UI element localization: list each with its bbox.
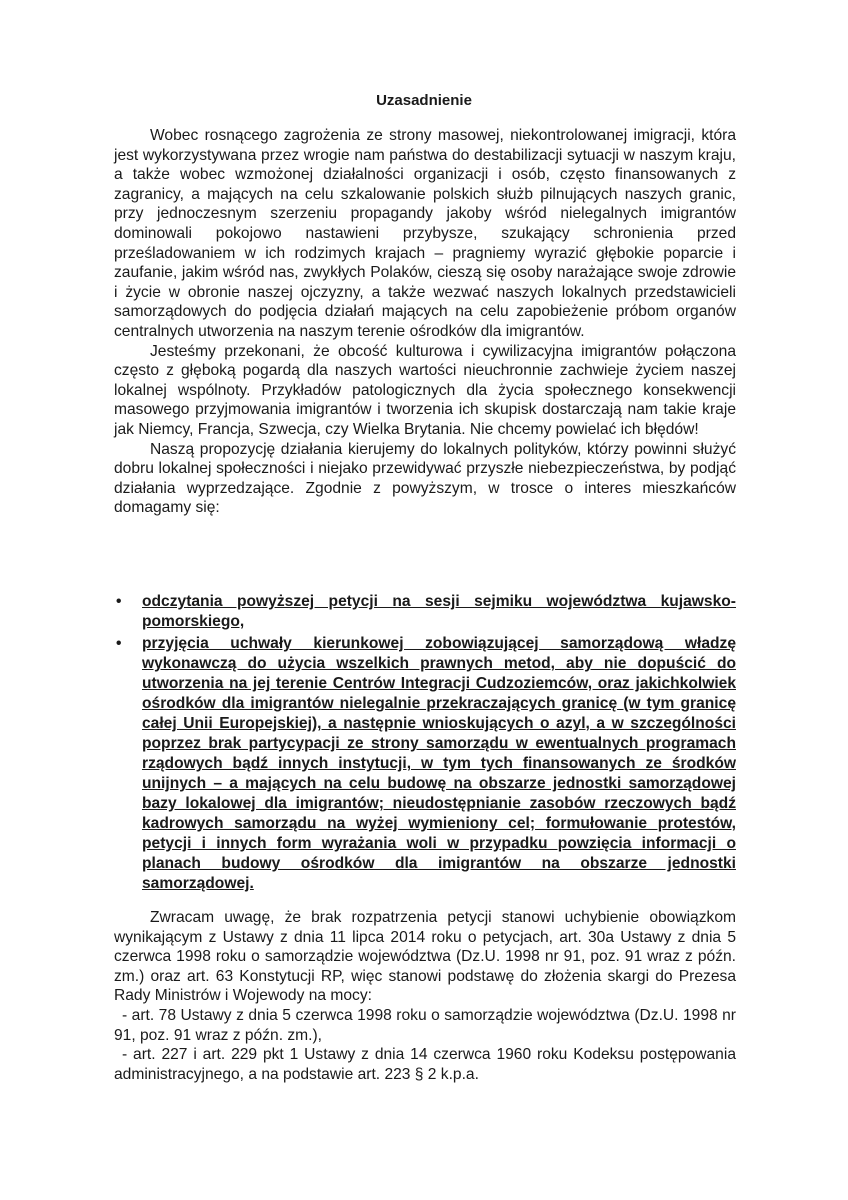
demands-list (114, 592, 736, 894)
demand-text: odczytania powyższej petycji na sesji sejmiku województwa kujawsko-pomorskiego, (142, 593, 736, 630)
bullet-icon: • (116, 635, 122, 652)
demand-text: przyjęcia uchwały kierunkowej zobowiązującej samorządową władzę wykonawczą do użycia wszelkich prawnych metod, aby nie dopuścić do utworzenia na jej terenie Centrów Integracji Cudzoziemców, oraz jakichkolwiek ośrodków dla imigrantów nielegalnie przekraczających granicę (w tym granicę całej Unii Europejskiej), a następnie wnioskujących o azyl, a w szczególności poprzez brak partycypacji ze strony samorządu w ewentualnych programach rządowych bądź innych instytucji, w tym tych finansowanych ze środków unijnych – a mających na celu budowę na obszarze jednostki samorządowej bazy lokalowej dla imigrantów; nieudostępnianie zasobów rzeczowych bądź kadrowych samorządu na wyżej wymieniony cel; formułowanie protestów, petycji i innych form wyrażania woli w przypadku powzięcia informacji o planach budowy ośrodków dla imigrantów na obszarze jednostki samorządowej. (142, 635, 736, 892)
bullet-icon: • (116, 593, 122, 610)
page-title: Uzasadnienie (376, 92, 472, 109)
justification-body (114, 126, 736, 518)
paragraph: Naszą propozycję działania kierujemy do lokalnych polityków, którzy powinni służyć dobru lokalnej społeczności i niejako przewidywać przyszłe niebezpieczeństwa, by podjąć działania wyprzedzające. Zgodnie z powyższym, w trosce o interes mieszkańców domagamy się: (114, 440, 736, 517)
demand-item (114, 592, 736, 632)
legal-notice (114, 908, 736, 1084)
paragraph: Wobec rosnącego zagrożenia ze strony masowej, niekontrolowanej imigracji, która jest wykorzystywana przez wrogie nam państwa do destabilizacji sytuacji w naszym kraju, a także wobec wzmożonej działalności organizacji i osób, często finansowanych z zagranicy, a mających na celu szkalowanie polskich służb pilnujących naszych granic, przy jednoczesnym szerzeniu propagandy jakoby wśród nielegalnych imigrantów dominowali pokojowo nastawieni przybysze, szukający schronienia przed prześladowaniem w ich rodzimych krajach – pragniemy wyrazić głębokie poparcie i zaufanie, jakim wśród nas, zwykłych Polaków, cieszą się osoby narażające swoje zdrowie i życie w obronie naszej ojczyzny, a także wezwać naszych lokalnych przedstawicieli samorządowych do podjęcia działań mających na celu zapobieżenie próbom organów centralnych utworzenia na naszym terenie ośrodków dla imigrantów. (114, 127, 736, 340)
notice-intro: Zwracam uwagę, że brak rozpatrzenia petycji stanowi uchybienie obowiązkom wynikającym z Ustawy z dnia 11 lipca 2014 roku o petycjach, art. 30a Ustawy z dnia 5 czerwca 1998 roku o samorządzie województwa (Dz.U. 1998 nr 91, poz. 91 wraz z późn. zm.) oraz art. 63 Konstytucji RP, więc stanowi podstawę do złożenia skargi do Prezesa Rady Ministrów i Wojewody na mocy: (114, 909, 736, 1005)
paragraph: Jesteśmy przekonani, że obcość kulturowa i cywilizacyjna imigrantów połączona często z głęboką pogardą dla naszych wartości nieuchronnie zachwieje życiem naszej lokalnej wspólnoty. Przykładów patologicznych dla życia społecznego konsekwencji masowego przyjmowania imigrantów i tworzenia ich skupisk dostarczają nam takie kraje jak Niemcy, Francja, Szwecja, czy Wielka Brytania. Nie chcemy powielać ich błędów! (114, 342, 736, 438)
demand-item (114, 634, 736, 894)
legal-basis-item: - art. 227 i art. 229 pkt 1 Ustawy z dnia 14 czerwca 1960 roku Kodeksu postępowania administracyjnego, a na podstawie art. 223 § 2 k.p.a. (114, 1046, 736, 1083)
legal-basis-item: - art. 78 Ustawy z dnia 5 czerwca 1998 roku o samorządzie województwa (Dz.U. 1998 nr 91, poz. 91 wraz z późn. zm.), (114, 1006, 736, 1044)
